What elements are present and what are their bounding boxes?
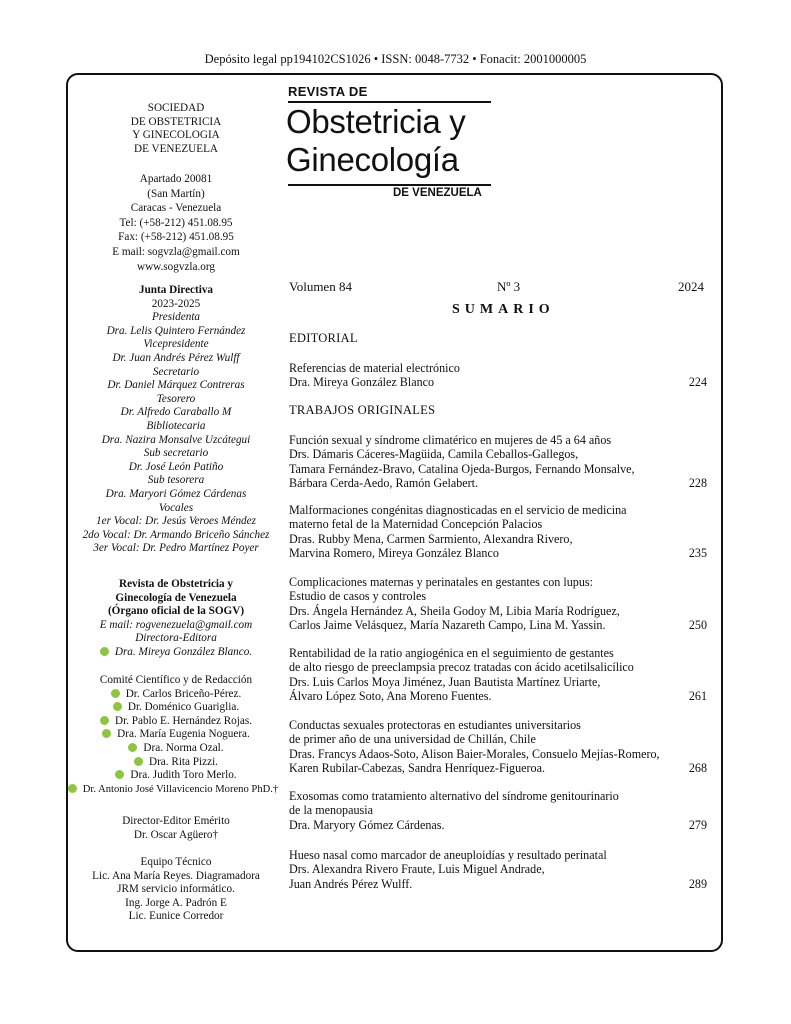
toc-entry: Rentabilidad de la ratio angiogénica en el seguimiento de gestantes de alto riesgo de preeclampsia precoz tratadas con ácido acetilsalicílico Drs. Luis Carlos Moya Jiménez, Juan Bautista Martínez Uriarte, Álvaro López Soto, Ana Moreno Fuentes. 261 xyxy=(289,646,707,704)
society-name: SOCIEDAD DE OBSTETRICIA Y GINECOLOGIA DE VENEZUELA xyxy=(130,102,222,155)
committee-member: Dr. Carlos Briceño-Pérez. xyxy=(72,688,280,702)
page-number: 250 xyxy=(688,618,707,633)
toc-entry: Hueso nasal como marcador de aneuploidías y resultado perinatal Drs. Alexandra Rivero Fraute, Luis Miguel Andrade, Juan Andrés Pérez Wulff. 289 xyxy=(289,848,707,891)
page-number: 268 xyxy=(688,761,707,776)
page-number: 224 xyxy=(688,375,707,390)
masthead-title-line2: Ginecología xyxy=(286,141,459,178)
masthead-rule-bottom xyxy=(288,184,491,186)
technical-team: Equipo Técnico Lic. Ana María Reyes. Diagramadora JRM servicio informático. Ing. Jorge A. Padrón E Lic. Eunice Corredor xyxy=(92,856,260,923)
orcid-icon xyxy=(134,757,143,766)
page-number: 279 xyxy=(688,817,707,832)
board-of-directors: Junta Directiva 2023-2025 Presidenta Dra. Lelis Quintero Fernández Vicepresidente Dr. Juan Andrés Pérez Wulff Secretario Dr. Daniel Márquez Contreras Tesorero Dr. Alfredo Caraballo M Bibliotecaria Dra. Nazira Monsalve Uzcátegui Sub secretario Dr. José León Patiño Sub tesorera Dra. Maryori Gómez Cárdenas Vocales 1er Vocal: Dr. Jesús Veroes Méndez 2do Vocal: Dr. Armando Briceño Sánchez 3er Vocal: Dr. Pedro Martínez Poyer xyxy=(82,284,270,555)
issue-year: 2024 xyxy=(678,279,704,294)
masthead-small: REVISTA DE xyxy=(288,84,368,99)
committee-member: Dr. Pablo E. Hernández Rojas. xyxy=(72,715,280,729)
orcid-icon xyxy=(68,784,77,793)
section-originals: TRABAJOS ORIGINALES xyxy=(289,403,436,417)
toc-entry: Complicaciones maternas y perinatales en gestantes con lupus: Estudio de casos y controles Drs. Ángela Hernández A, Sheila Godoy M, Libia María Rodríguez, Carlos Jaime Velásquez, María Nazareth Campo, Lina M. Yassin. 250 xyxy=(289,575,707,633)
section-editorial: EDITORIAL xyxy=(289,331,358,345)
page-number: 228 xyxy=(688,476,707,491)
editorial-committee: Comité Científico y de Redacción Dr. Carlos Briceño-Pérez. Dr. Doménico Guariglia. Dr. Pablo E. Hernández Rojas. Dra. María Eugenia Noguera. Dra. Norma Ozal. Dra. Rita Pizzi. Dra. Judith Toro Merlo. Dr. Antonio José Villavicencio Moreno PhD.† xyxy=(72,674,280,796)
journal-info: Revista de Obstetricia y Ginecología de Venezuela (Órgano oficial de la SOGV) E mail: rogvenezuela@gmail.com Directora-Editora Dra. Mireya González Blanco. xyxy=(72,578,280,660)
toc-entry: Exosomas como tratamiento alternativo del síndrome genitourinario de la menopausia Dra. Maryory Gómez Cárdenas. 279 xyxy=(289,789,707,832)
orcid-icon xyxy=(100,716,109,725)
legal-deposit-line: Depósito legal pp194102CS1026 • ISSN: 0048-7732 • Fonacit: 2001000005 xyxy=(204,52,587,66)
toc-entry: Función sexual y síndrome climatérico en mujeres de 45 a 64 años Drs. Dámaris Cáceres-Magüida, Camila Ceballos-Gallegos, Tamara Fernández-Bravo, Catalina Ojeda-Burgos, Fernando Monsalve, Bárbara Cerda-Aedo, Ramón Gelabert. 228 xyxy=(289,433,707,491)
masthead-country: DE VENEZUELA xyxy=(393,187,482,199)
toc-entry: Referencias de material electrónico Dra. Mireya González Blanco 224 xyxy=(289,361,707,390)
masthead-title-line1: Obstetricia y xyxy=(286,103,466,140)
orcid-icon xyxy=(100,647,109,656)
committee-member: Dr. Antonio José Villavicencio Moreno PhD.† xyxy=(66,783,280,797)
committee-member: Dra. Rita Pizzi. xyxy=(72,756,280,770)
orcid-icon xyxy=(113,702,122,711)
page-number: 261 xyxy=(688,689,707,704)
sumario-heading: SUMARIO xyxy=(452,302,555,317)
toc-entry: Malformaciones congénitas diagnosticadas en el servicio de medicina materno fetal de la Maternidad Concepción Palacios Dras. Rubby Mena, Carmen Sarmiento, Alexandra Rivero, Marvina Romero, Mireya González Blanco 235 xyxy=(289,503,707,561)
committee-member: Dr. Doménico Guariglia. xyxy=(72,701,280,715)
orcid-icon xyxy=(128,743,137,752)
society-address: Apartado 20081 (San Martín) Caracas - Venezuela Tel: (+58-212) 451.08.95 Fax: (+58-212) 451.08.95 E mail: sogvzla@gmail.com www.sogvzla.org xyxy=(112,173,240,273)
committee-member: Dra. Judith Toro Merlo. xyxy=(72,769,280,783)
orcid-icon xyxy=(115,770,124,779)
orcid-icon xyxy=(102,729,111,738)
director-editor: Dra. Mireya González Blanco. xyxy=(72,646,280,660)
toc-entry: Conductas sexuales protectoras en estudiantes universitarios de primer año de una universidad de Chillán, Chile Dras. Francys Adaos-Soto, Alison Baier-Morales, Consuelo Mejías-Romero, Karen Rubilar-Cabezas, Sandra Henríquez-Figueroa. 268 xyxy=(289,718,707,776)
committee-member: Dra. Norma Ozal. xyxy=(72,742,280,756)
page-number: 235 xyxy=(688,546,707,561)
issue-number: Nº 3 xyxy=(497,279,521,294)
orcid-icon xyxy=(111,689,120,698)
committee-member: Dra. María Eugenia Noguera. xyxy=(72,728,280,742)
emeritus-director: Director-Editor Emérito Dr. Oscar Agüero† xyxy=(122,815,230,841)
page-number: 289 xyxy=(688,876,707,891)
issue-volume: Volumen 84 xyxy=(289,279,352,294)
